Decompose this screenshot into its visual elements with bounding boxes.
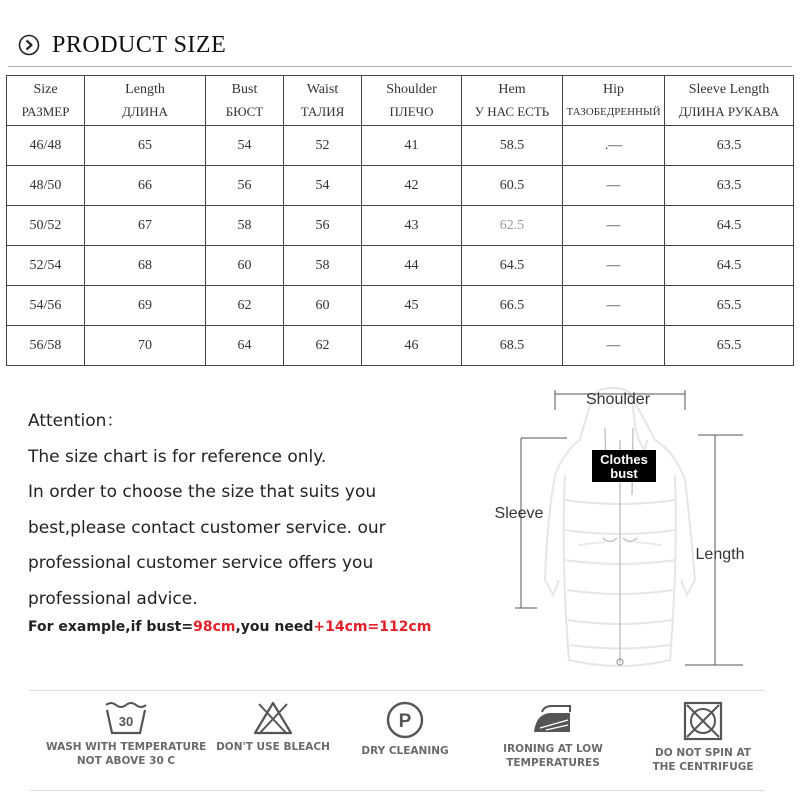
table-cell: 52 [284,126,362,166]
clothes-bust-label-line1: Clothes [600,452,648,467]
page-title: PRODUCT SIZE [52,31,227,58]
dry-clean-icon [385,700,425,740]
size-table [6,75,794,366]
table-cell: 66.5 [462,286,563,326]
svg-text:30: 30 [118,714,134,729]
table-cell: 64.5 [665,246,794,286]
care-item-spin [643,700,763,774]
table-cell: 46/48 [7,126,85,166]
column-header-sleeve-length: Sleeve Length ДЛИНА РУКАВА [665,76,794,126]
care-divider-bottom [30,790,765,791]
shoulder-label: Shoulder [585,391,651,408]
table-row [7,126,794,166]
table-cell: 66 [85,166,206,206]
table-cell: 62.5 [462,206,563,246]
table-cell: 65.5 [665,286,794,326]
table-cell: 62 [206,286,284,326]
attention-line: best,please contact customer service. our [28,517,386,538]
attention-line: professional advice. [28,588,198,609]
table-cell: 56 [284,206,362,246]
care-label: DRY CLEANING [361,745,449,757]
table-cell: 62 [284,326,362,366]
column-header-shoulder: Shoulder ПЛЕЧО [362,76,462,126]
circle-chevron-right-icon [18,34,40,56]
iron-low-icon [530,700,576,738]
table-cell: 58.5 [462,126,563,166]
column-header-size: Size РАЗМЕР [7,76,85,126]
table-cell: 56 [206,166,284,206]
jacket-measurement-diagram [485,380,795,670]
column-header-hem: Hem У НАС ЕСТЬ [462,76,563,126]
table-cell: 63.5 [665,166,794,206]
no-spin-icon [682,700,724,742]
attention-note [28,404,478,635]
table-cell: — [563,166,665,206]
table-cell: 56/58 [7,326,85,366]
example-bust-value: 98cm [193,619,236,635]
clothes-bust-label-line2: bust [610,466,638,481]
care-item-dry-clean [350,700,460,758]
table-cell: 54 [284,166,362,206]
column-header-length: Length ДЛИНА [85,76,206,126]
table-cell: 50/52 [7,206,85,246]
table-cell: 70 [85,326,206,366]
care-label: DON'T USE BLEACH [216,741,330,753]
table-cell: 64.5 [665,206,794,246]
table-cell: 58 [284,246,362,286]
table-row [7,286,794,326]
table-row [7,166,794,206]
table-cell: 54 [206,126,284,166]
table-cell: 64.5 [462,246,563,286]
table-cell: 46 [362,326,462,366]
table-row [7,246,794,286]
attention-line: The size chart is for reference only. [28,446,327,467]
table-cell: 60 [284,286,362,326]
attention-heading: Attention： [28,411,124,431]
wash-30-icon [103,700,149,736]
sleeve-label: Sleeve [494,505,544,522]
column-header-bust: Bust БЮСТ [206,76,284,126]
table-cell: 68.5 [462,326,563,366]
table-cell: 41 [362,126,462,166]
length-label: Length [695,546,745,563]
table-cell: 43 [362,206,462,246]
table-cell: — [563,326,665,366]
care-item-iron [493,700,613,770]
table-cell: 64 [206,326,284,366]
table-row [7,326,794,366]
size-example: For example,if bust=98cm,you need+14cm=112cm [28,619,432,635]
table-cell: 45 [362,286,462,326]
table-cell: — [563,286,665,326]
care-item-wash [46,700,206,768]
header-divider [8,66,792,67]
example-result-value: +14cm=112cm [313,619,432,635]
no-bleach-icon [251,700,295,736]
table-cell: 58 [206,206,284,246]
attention-line: In order to choose the size that suits you [28,482,377,502]
column-header-hip: Hip ТАЗОБЕДРЕННЫЙ [563,76,665,126]
table-header-row [7,76,794,126]
table-cell: 44 [362,246,462,286]
table-cell: 67 [85,206,206,246]
care-label: DO NOT SPIN AT THE CENTRIFUGE [652,747,754,773]
table-cell: 60.5 [462,166,563,206]
table-cell: 69 [85,286,206,326]
care-label: IRONING AT LOW TEMPERATURES [503,743,603,769]
table-cell: .— [563,126,665,166]
column-header-waist: Waist ТАЛИЯ [284,76,362,126]
table-row [7,206,794,246]
table-cell: 60 [206,246,284,286]
table-cell: 65 [85,126,206,166]
table-cell: 65.5 [665,326,794,366]
table-cell: — [563,246,665,286]
table-cell: — [563,206,665,246]
table-cell: 68 [85,246,206,286]
section-header [18,30,226,60]
care-item-bleach [213,700,333,754]
table-cell: 63.5 [665,126,794,166]
table-cell: 48/50 [7,166,85,206]
table-cell: 54/56 [7,286,85,326]
care-divider-top [30,690,765,691]
care-label: WASH WITH TEMPERATURE NOT ABOVE 30 C [46,741,207,767]
attention-line: professional customer service offers you [28,553,374,573]
table-cell: 42 [362,166,462,206]
table-cell: 52/54 [7,246,85,286]
svg-text:P: P [398,711,412,732]
